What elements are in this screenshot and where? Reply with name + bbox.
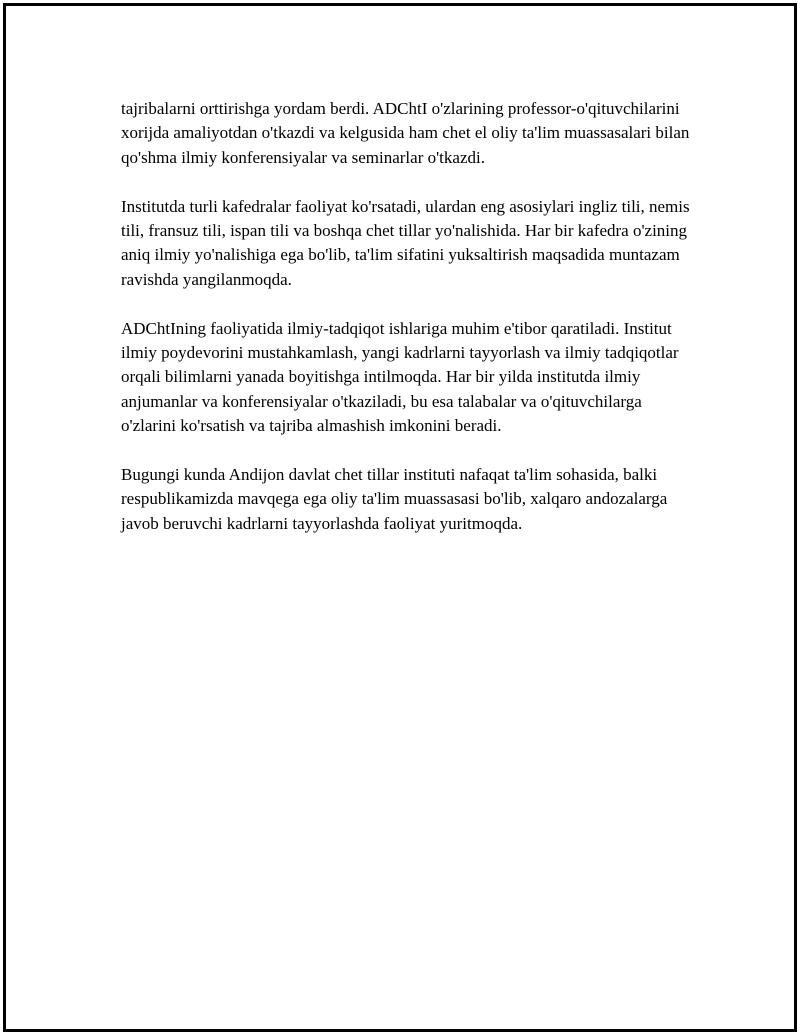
page-border [3, 3, 797, 1032]
paragraph-1: tajribalarni orttirishga yordam berdi. ADChtI o'zlarining professor-o'qituvchilarini xorijda amaliyotdan o'tkazdi va kelgusida ham chet el oliy ta'lim muassasalari bilan qo'shma ilmiy konferensiyalar va seminarlar o'tkazdi. [121, 99, 690, 167]
document-body [121, 97, 696, 561]
paragraph-3: ADChtIning faoliyatida ilmiy-tadqiqot ishlariga muhim e'tibor qaratiladi. Institut ilmiy poydevorini mustahkamlash, yangi kadrlarni tayyorlash va ilmiy tadqiqotlar orqali bilimlarni yanada boyitishga intilmoqda. Har bir yilda institutda ilmiy anjumanlar va konferensiyalar o'tkaziladi, bu esa talabalar va o'qituvchilarga o'zlarini ko'rsatish va tajriba almashish imkonini beradi. [121, 318, 679, 436]
paragraph-2: Institutda turli kafedralar faoliyat ko'rsatadi, ulardan eng asosiylari ingliz tili, nemis tili, fransuz tili, ispan tili va boshqa chet tillar yo'nalishida. Har bir kafedra o'zining aniq ilmiy yo'nalishiga ega bo'lib, ta'lim sifatini yuksaltirish maqsadida muntazam ravishda yangilanmoqda. [121, 196, 690, 289]
paragraph-4: Bugungi kunda Andijon davlat chet tillar instituti nafaqat ta'lim sohasida, balki respublikamizda mavqega ega oliy ta'lim muassasasi bo'lib, xalqaro andozalarga javob beruvchi kadrlarni tayyorlashda faoliyat yuritmoqda. [121, 465, 668, 533]
